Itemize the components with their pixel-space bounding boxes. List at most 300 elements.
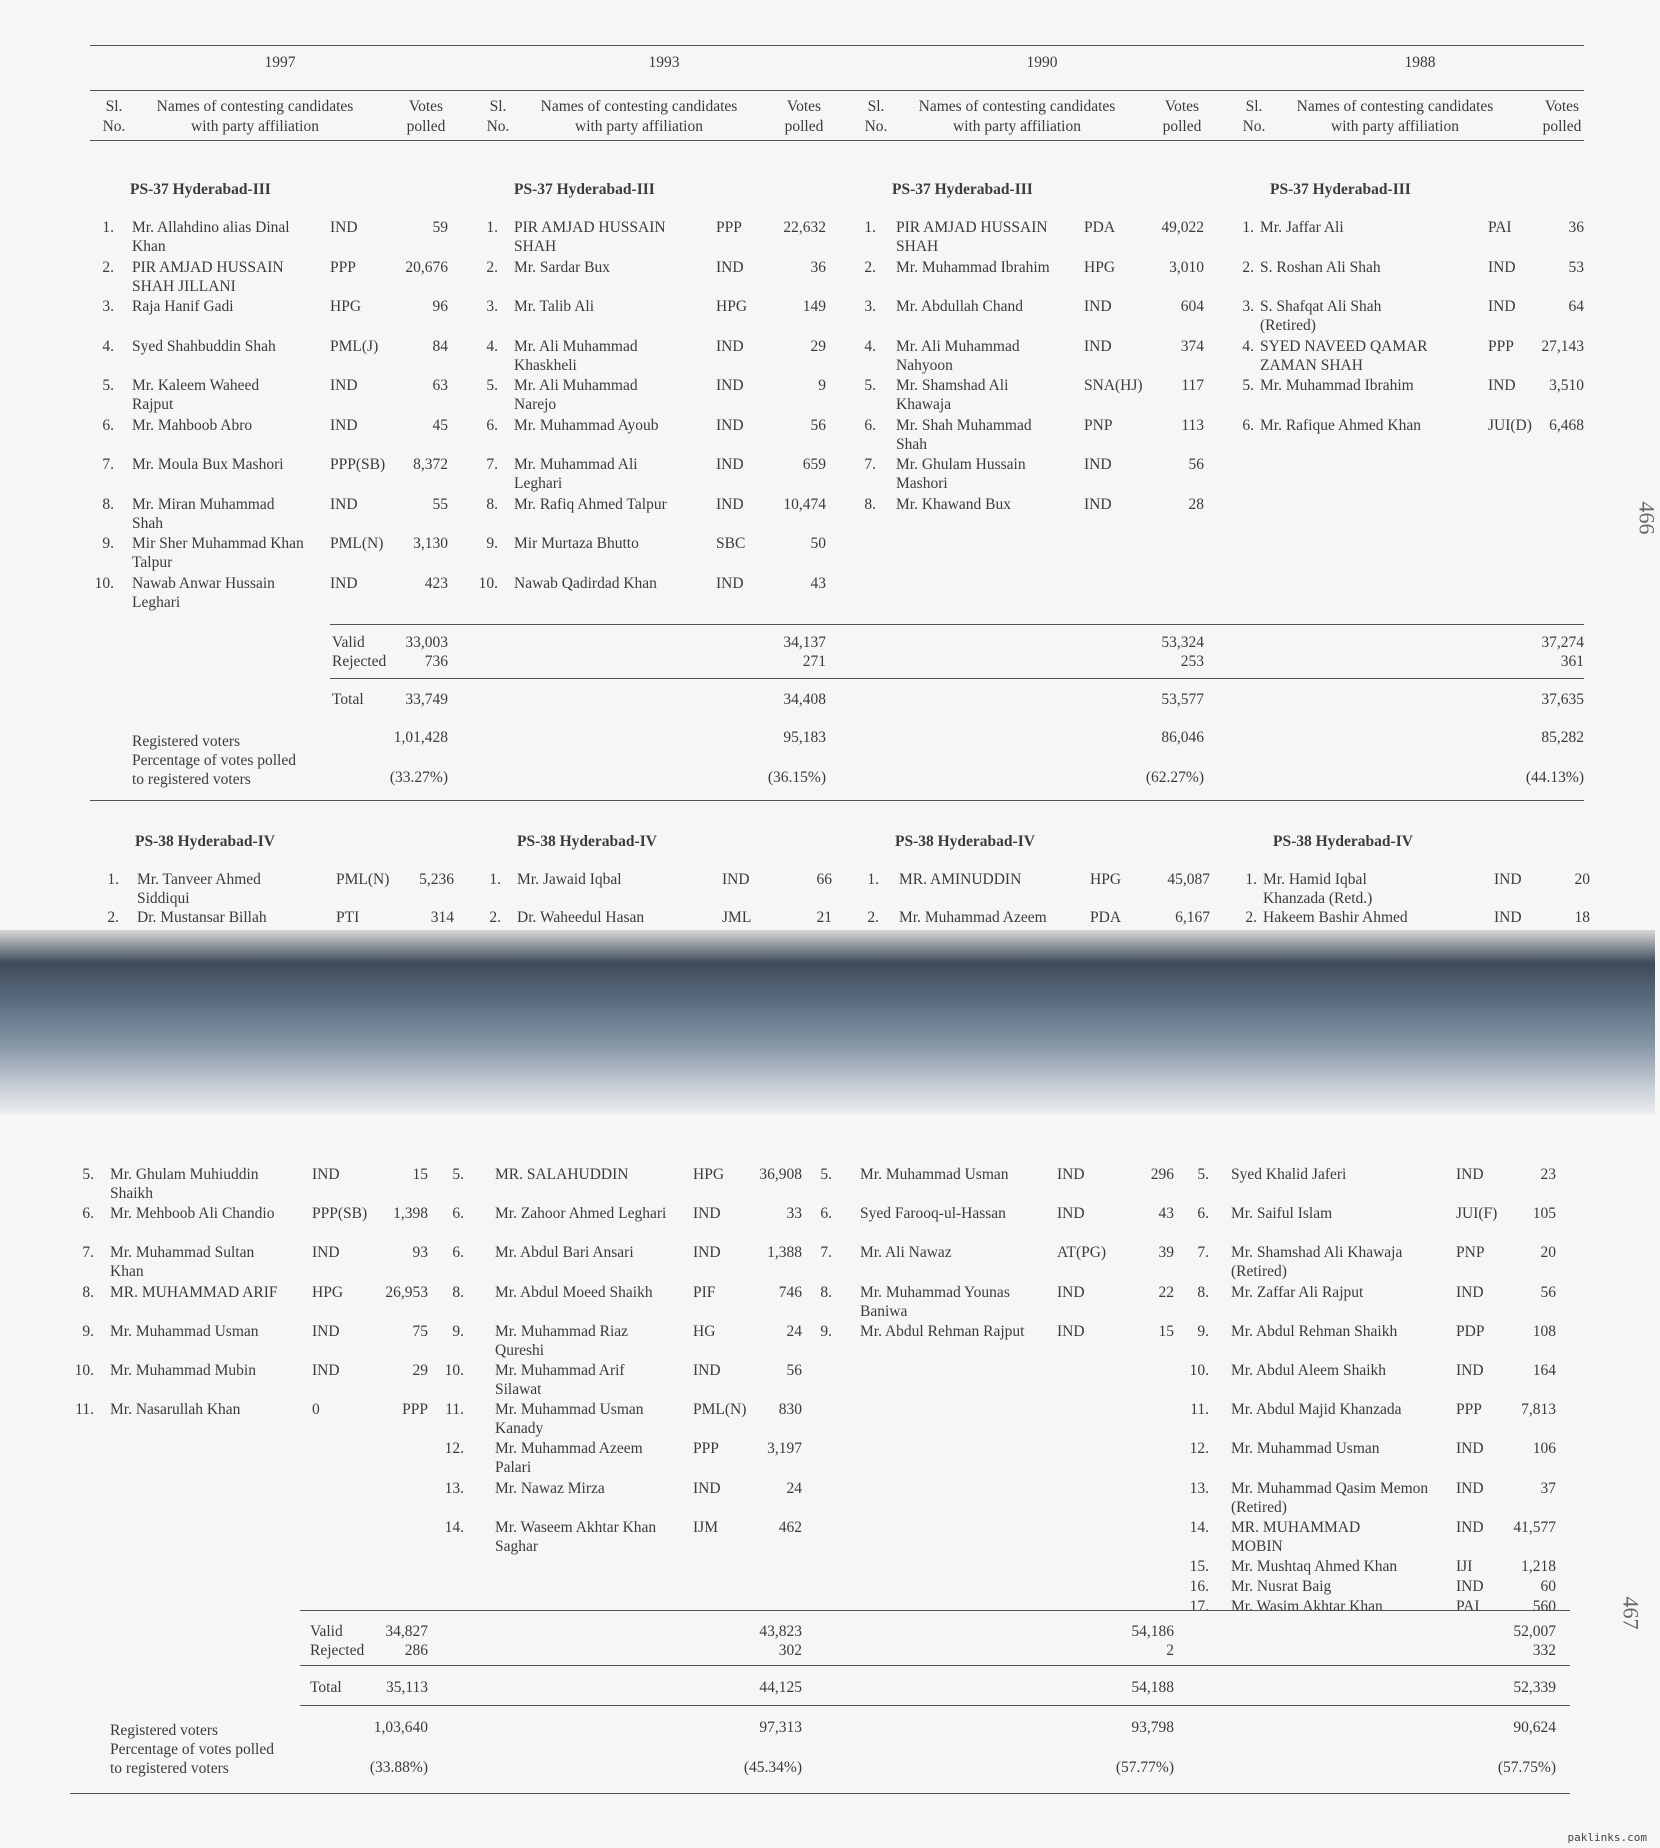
header-rule: [90, 90, 1584, 91]
page-number-top: 466: [1634, 501, 1660, 535]
candidate-name-cont: ZAMAN SHAH: [1260, 356, 1363, 374]
candidate-name-cont: Saghar: [495, 1537, 539, 1555]
serial-number: 13.: [444, 1479, 464, 1497]
rejected-votes: 2: [1166, 1642, 1174, 1659]
year-1990: 1990: [1026, 54, 1058, 71]
subtotal-rule: [300, 1610, 1570, 1611]
candidate-name: MR. MUHAMMAD ARIF: [110, 1283, 278, 1301]
serial-number: 5.: [1242, 377, 1254, 394]
candidate-name: SYED NAVEED QAMAR: [1260, 337, 1428, 355]
top-rule: [90, 45, 1584, 46]
party: IND: [1084, 337, 1112, 355]
party: HPG: [312, 1283, 344, 1301]
votes: 26,953: [385, 1283, 428, 1301]
serial-number: 2.: [486, 258, 498, 276]
serial-number: 8.: [864, 495, 876, 513]
party: IND: [716, 574, 744, 592]
serial-number: 1.: [1245, 871, 1257, 888]
candidate-name: Mr. Saiful Islam: [1231, 1205, 1333, 1223]
candidate-name: Dr. Mustansar Billah: [137, 909, 267, 926]
votes: 15: [1158, 1322, 1174, 1340]
candidate-name: Mr. Allahdino alias Dinal: [132, 219, 290, 236]
votes: 3,197: [767, 1440, 802, 1458]
candidate-name: Mr. Waseem Akhtar Khan: [495, 1518, 657, 1536]
party: PML(N): [330, 535, 384, 552]
name-header: Names of contesting candidates: [156, 98, 354, 115]
serial-number: 6.: [820, 1205, 832, 1223]
party: IND: [716, 495, 744, 513]
registered-voters: 86,046: [1161, 729, 1204, 746]
valid-votes: 33,003: [405, 634, 448, 651]
votes: 84: [432, 337, 448, 355]
year-1988: 1988: [1404, 54, 1436, 71]
party: IND: [330, 495, 358, 513]
total-votes: 33,749: [405, 691, 448, 708]
candidate-name: Nawab Qadirdad Khan: [514, 574, 657, 592]
party: PIF: [693, 1283, 716, 1301]
candidate-name: Mr. Jaffar Ali: [1260, 219, 1344, 236]
percentage: (44.13%): [1525, 769, 1584, 786]
serial-number: 2.: [1242, 258, 1254, 276]
party: IND: [1456, 1362, 1484, 1379]
serial-number: 1.: [107, 871, 119, 888]
serial-number: 2.: [107, 909, 119, 926]
serial-number: 6.: [1242, 416, 1254, 434]
name-header: Names of contesting candidates: [1296, 98, 1494, 115]
votes: 10,474: [783, 495, 826, 513]
serial-number: 7.: [864, 456, 876, 473]
candidate-name: Mr. Khawand Bux: [896, 495, 1011, 513]
constituency-title: PS-38 Hyderabad-IV: [135, 833, 275, 850]
candidate-name-cont: Rajput: [132, 396, 174, 413]
constituency-title: PS-38 Hyderabad-IV: [517, 833, 657, 850]
serial-number: 4.: [486, 337, 498, 355]
name-header: with party affiliation: [1331, 118, 1459, 135]
party: IND: [1456, 1479, 1484, 1497]
votes: 1,388: [767, 1244, 802, 1262]
party: IND: [1084, 495, 1112, 513]
votes: 45: [432, 416, 448, 434]
party: IND: [693, 1479, 721, 1497]
votes: 33: [786, 1205, 802, 1223]
serial-number: 2.: [867, 909, 879, 926]
votes: 5,236: [419, 871, 454, 888]
party: JML: [722, 909, 752, 926]
party: JUI(F): [1456, 1205, 1498, 1223]
votes: 117: [1181, 377, 1204, 394]
candidate-name-cont: Palari: [495, 1459, 532, 1477]
rejected-votes: 253: [1180, 653, 1204, 670]
valid-votes: 43,823: [759, 1623, 802, 1640]
candidate-name-cont: Siddiqui: [137, 890, 190, 907]
candidate-name: Mr. Muhammad Ibrahim: [896, 258, 1050, 276]
votes: 36: [1568, 219, 1584, 236]
party: IND: [693, 1205, 721, 1223]
votes: 105: [1532, 1205, 1556, 1223]
serial-number: 9.: [486, 535, 498, 552]
votes: 27,143: [1541, 337, 1584, 355]
votes: 830: [778, 1401, 802, 1419]
serial-number: 3.: [864, 298, 876, 315]
votes: 36: [810, 258, 826, 276]
party: PDA: [1084, 219, 1116, 236]
total-votes: 54,188: [1131, 1679, 1174, 1696]
page-fold-shadow: [0, 930, 1655, 1115]
votes: 60: [1540, 1578, 1556, 1595]
rejected-votes: 271: [802, 653, 826, 670]
votes: 296: [1150, 1166, 1174, 1183]
votes-header: polled: [1542, 118, 1582, 135]
votes: 75: [412, 1322, 428, 1340]
votes: 3,510: [1549, 377, 1584, 394]
candidate-name: Mr. Muhammad Usman: [860, 1166, 1009, 1183]
rejected-votes: 332: [1532, 1642, 1556, 1659]
party: IND: [1494, 871, 1522, 888]
votes: PPP: [402, 1401, 428, 1419]
candidate-name-cont: Khan: [110, 1263, 144, 1281]
candidate-name: Dr. Waheedul Hasan: [517, 909, 645, 926]
candidate-name-cont: Shaikh: [110, 1185, 154, 1202]
serial-number: 8.: [102, 495, 114, 513]
votes: 18: [1574, 909, 1590, 926]
candidate-name-cont: Talpur: [132, 554, 173, 571]
candidate-name: Mr. Muhammad Sultan: [110, 1244, 255, 1262]
votes-header: Votes: [1164, 98, 1200, 115]
serial-number: 5.: [1197, 1166, 1209, 1183]
serial-number: 9.: [82, 1322, 94, 1340]
name-header: Names of contesting candidates: [918, 98, 1116, 115]
label-valid: Valid: [332, 634, 365, 651]
serial-number: 11.: [1190, 1401, 1209, 1419]
total-rule: [300, 1665, 1570, 1666]
label-pct: to registered voters: [132, 771, 251, 788]
percentage: (33.27%): [389, 769, 448, 786]
candidate-name: Mr. Ghulam Muhiuddin: [110, 1166, 259, 1183]
candidate-name: Mr. Rafiq Ahmed Talpur: [514, 495, 667, 513]
total-votes: 37,635: [1541, 691, 1584, 708]
sl-header: No.: [864, 118, 888, 135]
serial-number: 8.: [486, 495, 498, 513]
candidate-name-cont: Leghari: [132, 593, 181, 611]
candidate-name-cont: Qureshi: [495, 1341, 545, 1359]
candidate-name: Mr. Zahoor Ahmed Leghari: [495, 1205, 667, 1223]
serial-number: 13.: [1189, 1479, 1209, 1497]
party: IND: [716, 377, 744, 394]
party: IND: [1057, 1166, 1085, 1183]
serial-number: 10.: [74, 1362, 94, 1379]
votes: 3,130: [413, 535, 448, 552]
party: IND: [312, 1362, 340, 1379]
votes: 659: [802, 456, 826, 473]
party: HPG: [716, 298, 748, 315]
constituency-title: PS-37 Hyderabad-III: [130, 181, 271, 198]
votes: 36,908: [759, 1166, 802, 1183]
serial-number: 8.: [82, 1283, 94, 1301]
party: IND: [722, 871, 750, 888]
party: IND: [1488, 377, 1516, 394]
constituency-title: PS-37 Hyderabad-III: [892, 181, 1033, 198]
votes: 560: [1532, 1598, 1556, 1615]
votes: 59: [432, 219, 448, 236]
party: IND: [330, 574, 358, 592]
candidate-name: S. Shafqat Ali Shah: [1260, 298, 1382, 315]
serial-number: 1.: [1242, 219, 1254, 236]
party: IND: [312, 1244, 340, 1262]
candidate-name: Mr. Shamshad Ali Khawaja: [1231, 1244, 1403, 1262]
candidate-name: Mr. Nusrat Baig: [1231, 1578, 1332, 1595]
votes: 43: [810, 574, 826, 592]
party: HPG: [693, 1166, 725, 1183]
votes: 462: [778, 1518, 802, 1536]
candidate-name: Mr. Zaffar Ali Rajput: [1231, 1283, 1364, 1301]
candidate-name-cont: Kanady: [495, 1420, 544, 1438]
party: PNP: [1456, 1244, 1485, 1262]
candidate-name: Mir Sher Muhammad Khan: [132, 535, 304, 552]
serial-number: 7.: [1197, 1244, 1209, 1262]
serial-number: 5.: [864, 377, 876, 394]
serial-number: 5.: [820, 1166, 832, 1183]
votes: 6,167: [1175, 909, 1210, 926]
candidate-name-cont: Khawaja: [896, 396, 952, 413]
header-bottom-rule: [90, 140, 1584, 141]
valid-votes: 54,186: [1131, 1623, 1174, 1640]
votes-header: polled: [406, 118, 446, 135]
serial-number: 14.: [444, 1518, 464, 1536]
votes: 23: [1540, 1166, 1556, 1183]
serial-number: 11.: [445, 1401, 464, 1419]
candidate-name: S. Roshan Ali Shah: [1260, 258, 1381, 276]
party: HPG: [330, 298, 362, 315]
candidate-name: PIR AMJAD HUSSAIN: [514, 219, 666, 236]
serial-number: 11.: [75, 1401, 94, 1419]
percentage: (33.88%): [369, 1759, 428, 1776]
party: IND: [716, 416, 744, 434]
name-header: with party affiliation: [953, 118, 1081, 135]
votes: 29: [810, 337, 826, 355]
votes: 6,468: [1549, 416, 1584, 434]
candidate-name: Hakeem Bashir Ahmed: [1263, 909, 1408, 926]
registered-voters: 1,01,428: [393, 729, 448, 746]
candidate-name: Mr. Sardar Bux: [514, 258, 611, 276]
candidate-name: Mr. Abdul Rehman Rajput: [860, 1322, 1025, 1340]
serial-number: 14.: [1189, 1518, 1209, 1536]
serial-number: 10.: [478, 574, 498, 592]
label-pct: Percentage of votes polled: [132, 752, 296, 769]
party: IND: [1488, 298, 1516, 315]
votes: 746: [778, 1283, 802, 1301]
party: SBC: [716, 535, 746, 552]
candidate-name: Mr. Ali Nawaz: [860, 1244, 952, 1262]
rejected-votes: 302: [778, 1642, 802, 1659]
serial-number: 5.: [102, 377, 114, 394]
party: PTI: [336, 909, 360, 926]
votes: 113: [1181, 416, 1204, 434]
candidate-name: Mr. Talib Ali: [514, 298, 595, 315]
votes: 9: [818, 377, 826, 394]
votes: 22: [1158, 1283, 1174, 1301]
candidate-name: Mr. Miran Muhammad: [132, 495, 275, 513]
party: 0: [312, 1401, 320, 1419]
candidate-name-cont: SHAH JILLANI: [132, 277, 236, 295]
candidate-name-cont: SHAH: [514, 238, 557, 255]
candidate-name-cont: (Retired): [1260, 317, 1316, 334]
party: IND: [716, 337, 744, 355]
party: PPP: [1456, 1401, 1482, 1419]
party: IND: [330, 416, 358, 434]
candidate-name: PIR AMJAD HUSSAIN: [896, 219, 1048, 236]
name-header: with party affiliation: [191, 118, 319, 135]
party: JUI(D): [1488, 416, 1532, 434]
serial-number: 6.: [102, 416, 114, 434]
serial-number: 1.: [489, 871, 501, 888]
votes: 56: [810, 416, 826, 434]
constituency-title: PS-37 Hyderabad-III: [514, 181, 655, 198]
serial-number: 9.: [102, 535, 114, 552]
candidate-name: Mr. Muhammad Younas: [860, 1283, 1010, 1301]
party: IND: [1057, 1322, 1085, 1340]
votes: 21: [816, 909, 832, 926]
party: IND: [1488, 258, 1516, 276]
candidate-name: MR. SALAHUDDIN: [495, 1166, 629, 1183]
candidate-name-cont: Baniwa: [860, 1302, 908, 1320]
label-pct: Percentage of votes polled: [110, 1741, 274, 1758]
label-total: Total: [332, 691, 364, 708]
party: PPP: [716, 219, 742, 236]
votes: 8,372: [413, 456, 448, 473]
serial-number: 1.: [864, 219, 876, 236]
party: IND: [1084, 298, 1112, 315]
serial-number: 4.: [102, 337, 114, 355]
votes: 164: [1532, 1362, 1556, 1379]
candidate-name: Mr. Hamid Iqbal: [1263, 871, 1367, 888]
party: PPP: [693, 1440, 719, 1458]
valid-votes: 53,324: [1161, 634, 1204, 651]
party: PML(J): [330, 337, 379, 355]
votes: 37: [1540, 1479, 1556, 1497]
constituency-title: PS-38 Hyderabad-IV: [895, 833, 1035, 850]
serial-number: 2.: [102, 258, 114, 276]
candidate-name: Mr. Muhammad Arif: [495, 1362, 625, 1379]
credit-text: paklinks.com: [1567, 1831, 1647, 1844]
sl-header: No.: [486, 118, 510, 135]
name-header: Names of contesting candidates: [540, 98, 738, 115]
rejected-votes: 361: [1560, 653, 1584, 670]
candidate-name: MR. AMINUDDIN: [899, 871, 1022, 888]
total-rule: [330, 678, 1584, 679]
percentage: (36.15%): [767, 769, 826, 786]
serial-number: 7.: [486, 456, 498, 473]
label-total: Total: [310, 1679, 342, 1696]
candidate-name: Mr. Muhammad Usman: [1231, 1440, 1380, 1458]
candidate-name: Mr. Muhammad Usman: [495, 1401, 644, 1419]
votes: 41,577: [1513, 1518, 1556, 1536]
label-registered: Registered voters: [110, 1722, 219, 1739]
serial-number: 4.: [1242, 337, 1254, 355]
candidate-name: Mr. Mahboob Abro: [132, 416, 253, 434]
serial-number: 16.: [1189, 1578, 1209, 1595]
bottom-rule: [70, 1793, 1570, 1794]
candidate-name: Mr. Nawaz Mirza: [495, 1479, 605, 1497]
votes-header: polled: [1162, 118, 1202, 135]
candidate-name: Mr. Muhammad Mubin: [110, 1362, 256, 1379]
votes-header: Votes: [1544, 98, 1580, 115]
candidate-name: Mr. Wasim Akhtar Khan: [1231, 1598, 1383, 1615]
candidate-name: Mr. Abdul Majid Khanzada: [1231, 1401, 1402, 1419]
registered-voters: 85,282: [1541, 729, 1584, 746]
serial-number: 17.: [1189, 1598, 1209, 1615]
votes-header: polled: [784, 118, 824, 135]
rejected-votes: 736: [424, 653, 448, 670]
party: IND: [693, 1244, 721, 1262]
section-rule: [90, 800, 1584, 801]
votes: 15: [412, 1166, 428, 1183]
valid-votes: 52,007: [1513, 1623, 1556, 1640]
votes: 49,022: [1161, 219, 1204, 236]
party: PML(N): [336, 871, 390, 888]
serial-number: 3.: [102, 298, 114, 315]
votes: 604: [1180, 298, 1204, 315]
year-1993: 1993: [648, 54, 680, 71]
sl-header: No.: [102, 118, 126, 135]
party: IND: [330, 377, 358, 394]
votes: 50: [810, 535, 826, 552]
registered-voters: 90,624: [1513, 1719, 1556, 1736]
party: PPP(SB): [330, 456, 386, 473]
party: IND: [693, 1362, 721, 1379]
party: IND: [1057, 1283, 1085, 1301]
serial-number: 3.: [486, 298, 498, 315]
votes: 96: [432, 298, 448, 315]
candidate-name: Mr. Abdul Bari Ansari: [495, 1244, 634, 1262]
party: PPP(SB): [312, 1205, 368, 1223]
votes: 22,632: [783, 219, 826, 236]
party: IND: [1456, 1166, 1484, 1183]
candidate-name: Mr. Abdul Aleem Shaikh: [1231, 1362, 1386, 1379]
party: IND: [312, 1322, 340, 1340]
candidate-name-cont: Silawat: [495, 1381, 542, 1398]
votes: 39: [1158, 1244, 1174, 1262]
label-rejected: Rejected: [332, 653, 387, 670]
candidate-name-cont: Shah: [896, 435, 927, 453]
candidate-name: Mr. Ghulam Hussain: [896, 456, 1026, 473]
registered-voters: 93,798: [1131, 1719, 1174, 1736]
votes: 53: [1568, 258, 1584, 276]
votes: 374: [1180, 337, 1204, 355]
candidate-name-cont: Khanzada (Retd.): [1263, 890, 1373, 907]
votes: 1,218: [1521, 1558, 1556, 1575]
party: IJM: [693, 1518, 718, 1536]
candidate-name-cont: (Retired): [1231, 1263, 1287, 1281]
votes: 423: [424, 574, 448, 592]
label-valid: Valid: [310, 1623, 343, 1640]
party: HPG: [1090, 871, 1122, 888]
candidate-name: Mr. Muhammad Usman: [110, 1322, 259, 1340]
votes: 55: [432, 495, 448, 513]
votes: 3,010: [1169, 258, 1204, 276]
percentage: (57.77%): [1115, 1759, 1174, 1776]
candidate-name: Mr. Muhammad Qasim Memon: [1231, 1479, 1429, 1497]
valid-votes: 34,137: [783, 634, 826, 651]
candidate-name: Syed Farooq-ul-Hassan: [860, 1205, 1006, 1223]
registered-voters: 97,313: [759, 1719, 802, 1736]
candidate-name-cont: Mashori: [896, 475, 948, 492]
votes: 56: [1540, 1283, 1556, 1301]
votes: 56: [1188, 456, 1204, 473]
sl-header: Sl.: [867, 98, 885, 115]
candidate-name-cont: MOBIN: [1231, 1537, 1283, 1555]
serial-number: 2.: [489, 909, 501, 926]
candidate-name: Mr. Abdullah Chand: [896, 298, 1024, 315]
